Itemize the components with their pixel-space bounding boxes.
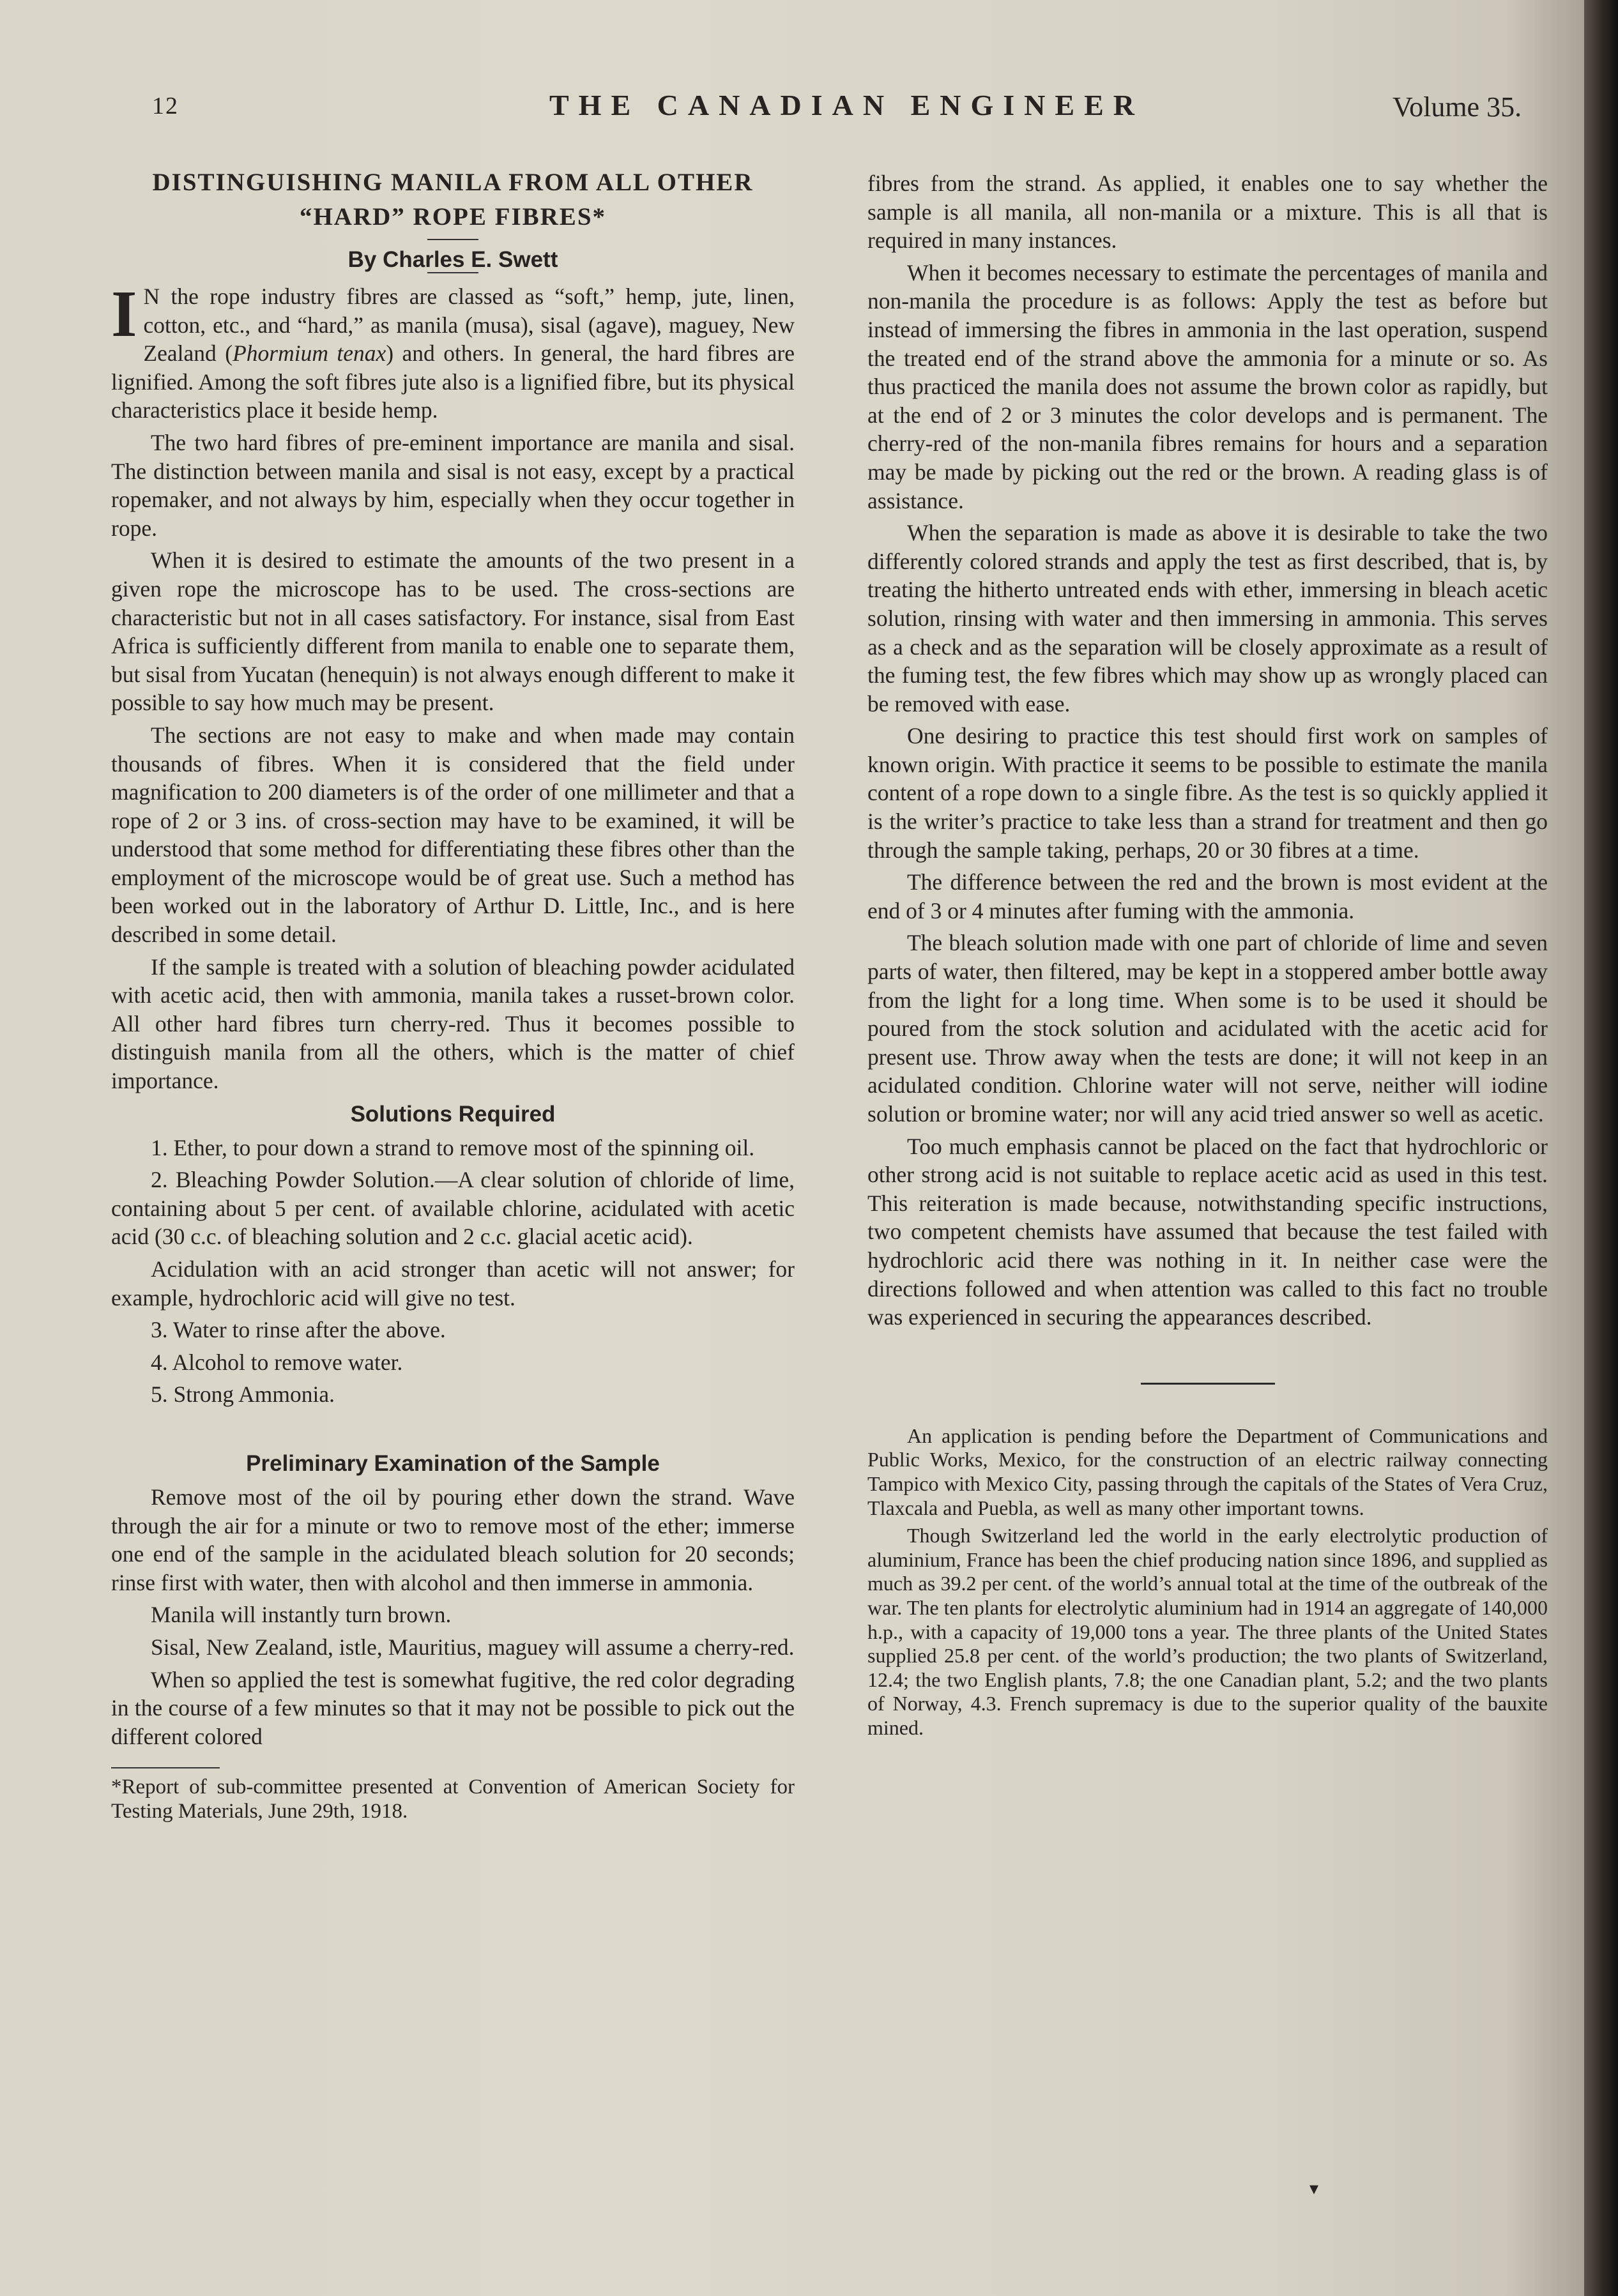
list-item: 1. Ether, to pour down a strand to remove most of the spinning oil. [151, 1134, 755, 1160]
paragraph: Sisal, New Zealand, istle, Mauritius, maguey will assume a cherry-red. [151, 1634, 795, 1660]
paragraph: The sections are not easy to make and when made may contain thousands of fibres. When it is considered that the field under magnification to 200 diameters is of the order of one millimeter and that a rope of 2 or 3 ins. of cross-section may have to be examined, it will be understood that some method for differentiating these fibres other than the employment of the microscope would be of great use. Such a method has been worked out in the laboratory of Arthur D. Little, Inc., and is here described in some detail. [111, 722, 795, 948]
section-heading-solutions: Solutions Required [350, 1101, 556, 1127]
paragraph: fibres from the strand. As applied, it enables one to say whether the sample is all manila, all non-manila or a mixture. This is all that is required in many instances. [867, 171, 1548, 254]
paragraph: Manila will instantly turn brown. [151, 1602, 452, 1628]
right-column [867, 169, 1548, 1740]
paragraph: One desiring to practice this test should first work on samples of known origin. With practice it seems to be possible to estimate the manila content of a rope down to a single fibre. As the test is so quickly applied it is the writer’s practice to take less than a strand for treatment and then go through the sample taking, perhaps, 20 or 30 fibres at a time. [867, 723, 1548, 863]
list-item: 3. Water to rinse after the above. [151, 1317, 446, 1343]
footnote: *Report of sub-committee presented at Convention of American Society for Testing Materials, June 29th, 1918. [111, 1775, 795, 1823]
list-item: 5. Strong Ammonia. [151, 1381, 335, 1408]
volume-label: Volume 35. [1393, 91, 1522, 123]
footnote-rule [111, 1767, 220, 1768]
title-rule [427, 239, 478, 240]
paragraph: Acidulation with an acid stronger than acetic will not answer; for example, hydrochloric acid will give no test. [111, 1256, 795, 1311]
running-header [0, 88, 1584, 126]
intro-text-continued: ) and others. In general, the hard fibres are lignified. Among the soft fibres jute also is a lignified fibre, but its physical characteristics place it beside hemp. [111, 340, 795, 423]
paragraph: When it becomes necessary to estimate the percentages of manila and non-manila the procedure is as follows: Apply the test as before but instead of immersing the fibres in ammonia in the last operation, suspend the treated end of the strand above the ammonia for a minute or so. As thus practiced the manila does not assume the brown color as rapidly, but at the end of 2 or 3 minutes the color develops and is permanent. The cherry-red of the non-manila fibres remains for hours and a separation may be made by picking out the red or the brown. A reading glass is of assistance. [867, 259, 1548, 513]
intro-text: N the rope industry fibres are classed as “soft,” hemp, jute, linen, cotton, etc., and “hard,” as manila (musa), sisal (agave), maguey, New Zealand ( [143, 284, 795, 367]
journal-title: THE CANADIAN ENGINEER [549, 89, 1144, 121]
section-divider [1141, 1383, 1275, 1385]
paragraph: The two hard fibres of pre-eminent importance are manila and sisal. The distinction between manila and sisal is not easy, except by a practical ropemaker, and not always by him, especially when they occur together in rope. [111, 429, 795, 541]
news-items [867, 1424, 1548, 1740]
news-item: Though Switzerland led the world in the early electrolytic production of aluminium, France has been the chief producing nation since 1896, and supplied as much as 39.2 per cent. of the world’s annual total at the time of the outbreak of the war. The ten plants for electrolytic aluminium had in 1914 an aggregate of 140,000 h.p., with a capacity of 19,000 tons a year. The three plants of the United States supplied 25.8 per cent. of the world’s production; the two plants of Switzerland, 12.4; the two English plants, 7.8; the one Canadian plant, 5.2; and the two plants of Norway, 4.3. French supremacy is due to the superior quality of the bauxite mined. [867, 1524, 1548, 1739]
paragraph: Remove most of the oil by pouring ether down the strand. Wave through the air for a minute or two to remove most of the ether; immerse one end of the sample in the acidulated bleach solution for 20 seconds; rinse first with water, then with alcohol and then immerse in ammonia. [111, 1484, 795, 1595]
paragraph: When it is desired to estimate the amounts of the two present in a given rope the microscope has to be used. The cross-sections are characteristic but not in all cases satisfactory. For instance, sisal from East Africa is sufficiently different from manila to enable one to separate them, but sisal from Yucatan (henequin) is not always enough different to make it possible to say how much may be present. [111, 547, 795, 716]
paragraph: When so applied the test is somewhat fugitive, the red color degrading in the course of a few minutes so that it may not be possible to pick out the different colored [111, 1666, 795, 1749]
page-number: 12 [152, 93, 179, 119]
article-title-line-1: DISTINGUISHING MANILA FROM ALL OTHER [152, 169, 754, 196]
left-column [111, 167, 795, 1823]
paragraph: The difference between the red and the brown is most evident at the end of 3 or 4 minutes after fuming with the ammonia. [867, 869, 1548, 924]
article-title-line-2: “HARD” ROPE FIBRES* [299, 203, 607, 231]
byline: By Charles E. Swett [347, 247, 558, 272]
list-item: 4. Alcohol to remove water. [151, 1349, 403, 1375]
drop-cap: I [111, 282, 137, 351]
intro-paragraph [111, 282, 795, 425]
book-spine-shadow [1584, 0, 1618, 2296]
news-item: An application is pending before the Department of Communications and Public Works, Mexico, for the construction of an electric railway connecting Tampico with Mexico City, passing through the capitals of the States of Vera Cruz, Tlaxcala and Puebla, as well as many other important towns. [867, 1424, 1548, 1519]
section-heading-preliminary: Preliminary Examination of the Sample [246, 1450, 660, 1476]
intro-italic-term: Phormium tenax [233, 340, 386, 367]
paragraph: When the separation is made as above it is desirable to take the two differently colored strands and apply the test as first described, that is, by treating the hitherto untreated ends with ether, immersing in bleach acetic solution, rinsing with water and then immersing in ammonia. This serves as a check and as the separation will be closely approximate as a result of the fuming test, the few fibres which may show up as wrongly placed can be removed with ease. [867, 520, 1548, 717]
paragraph: Too much emphasis cannot be placed on the fact that hydrochloric or other strong acid is not suitable to replace acetic acid as used in this test. This reiteration is made because, notwithstanding specific instructions, two competent chemists have assumed that because the test failed with hydrochloric acid there was nothing in it. In neither case were the directions followed and when attention was called to this fact no trouble was experienced in securing the appearances described. [867, 1133, 1548, 1330]
bullet-mark: ▾ [1309, 2179, 1319, 2199]
list-item: 2. Bleaching Powder Solution.—A clear solution of chloride of lime, containing about 5 per cent. of available chlorine, acidulated with acetic acid (30 c.c. of bleaching solution and 2 c.c. glacial acetic acid). [111, 1167, 795, 1250]
paragraph: If the sample is treated with a solution of bleaching powder acidulated with acetic acid, then with ammonia, manila takes a russet-brown color. All other hard fibres turn cherry-red. Thus it becomes possible to distinguish manila from all the others, which is the matter of chief importance. [111, 954, 795, 1094]
paragraph: The bleach solution made with one part of chloride of lime and seven parts of water, then filtered, may be kept in a stoppered amber bottle away from the light for a long time. When some is to be used it should be poured from the stock solution and acidulated with the acetic acid for present use. Throw away when the tests are done; it will not keep in an acidulated condition. Chlorine water will not serve, neither will iodine solution or bromine water; nor will any acid tried answer so well as acetic. [867, 930, 1548, 1127]
